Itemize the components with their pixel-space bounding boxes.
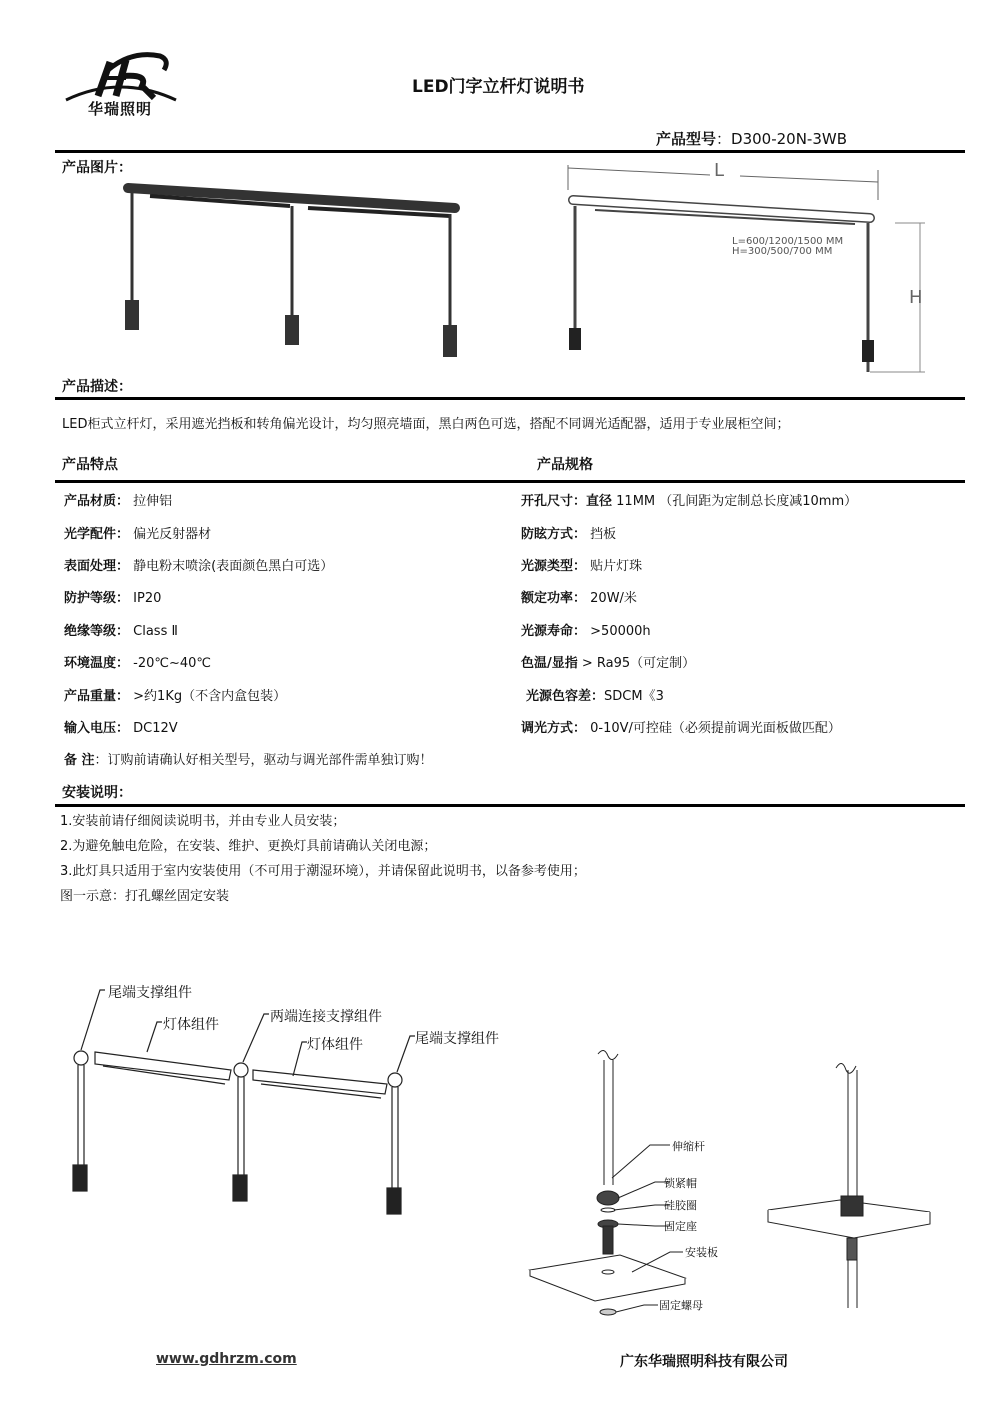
feature-item: 产品重量： >约1Kg（不含内盒包装）	[64, 689, 287, 704]
spec-item: 防眩方式： 挡板	[521, 527, 617, 542]
label-joint-support: 两端连接支撑组件	[270, 1009, 382, 1025]
model-value: D300-20N-3WB	[731, 130, 848, 148]
install-line: 2.为避免触电危险，在安装、维护、更换灯具前请确认关闭电源；	[60, 839, 437, 854]
divider	[55, 397, 965, 400]
model-label: 产品型号	[656, 130, 717, 148]
label-fixing-nut: 固定螺母	[659, 1299, 703, 1312]
divider	[55, 480, 965, 483]
divider	[55, 150, 965, 153]
section-heading-features: 产品特点	[62, 457, 118, 473]
label-lock-cap: 锁紧帽	[664, 1177, 697, 1190]
feature-item: 绝缘等级： Class Ⅱ	[64, 624, 178, 639]
feature-item: 光学配件： 偏光反射器材	[64, 527, 212, 542]
dimension-note-L: L=600/1200/1500 MM	[732, 236, 844, 247]
dimension-drawing	[565, 160, 935, 380]
feature-item: 产品材质： 拉伸铝	[64, 494, 173, 509]
website-link[interactable]: www.gdhrzm.com	[156, 1351, 297, 1367]
install-line: 1.安装前请仔细阅读说明书，并由专业人员安装；	[60, 814, 346, 829]
feature-item: 输入电压： DC12V	[64, 721, 178, 736]
section-heading-images: 产品图片：	[62, 160, 132, 176]
label-lamp-body-1: 灯体组件	[163, 1017, 219, 1033]
product-photo	[120, 180, 470, 360]
company-name: 广东华瑞照明科技有限公司	[620, 1354, 788, 1370]
section-heading-install: 安装说明：	[62, 785, 132, 801]
label-mounting-plate: 安装板	[685, 1246, 718, 1259]
dimension-H-label: H	[909, 287, 923, 308]
install-line: 3.此灯具只适用于室内安装使用（不可用于潮湿环境），并请保留此说明书，以备参考使用；	[60, 864, 586, 879]
label-telescopic-rod: 伸缩杆	[672, 1140, 705, 1153]
feature-item: 防护等级： IP20	[64, 591, 162, 606]
section-heading-description: 产品描述：	[62, 379, 132, 395]
document-title: LED门字立杆灯说明书	[412, 77, 585, 97]
feature-item: 环境温度： -20℃~40℃	[64, 656, 212, 671]
spec-item: 额定功率： 20W/米	[521, 591, 637, 606]
spec-item: 光源色容差：SDCM《3	[526, 689, 664, 704]
dimension-L-label: L	[714, 160, 725, 181]
company-logo	[62, 46, 180, 118]
mounting-exploded-diagram	[520, 1050, 940, 1320]
spec-item: 调光方式： 0-10V/可控硅（必须提前调光面板做匹配）	[521, 721, 841, 736]
feature-item: 表面处理： 静电粉末喷涂(表面颜色黑白可选）	[64, 559, 334, 574]
divider	[55, 804, 965, 807]
model-number	[656, 128, 847, 149]
dimension-note-H: H=300/500/700 MM	[732, 246, 833, 257]
label-end-support-right: 尾端支撑组件	[415, 1031, 499, 1047]
label-end-support-left: 尾端支撑组件	[108, 985, 192, 1001]
label-silicone-ring: 硅胶圈	[664, 1199, 697, 1212]
label-lamp-body-2: 灯体组件	[307, 1037, 363, 1053]
spec-item: 光源类型： 贴片灯珠	[521, 559, 643, 574]
spec-item: 开孔尺寸：直径 11MM （孔间距为定制总长度减10mm）	[521, 494, 858, 509]
install-line: 图一示意：打孔螺丝固定安装	[60, 889, 230, 904]
order-note: 备 注：订购前请确认好相关型号，驱动与调光部件需单独订购！	[64, 753, 433, 768]
section-heading-specs: 产品规格	[537, 457, 593, 473]
model-sep: ：	[716, 130, 732, 148]
logo-text: 华瑞照明	[88, 100, 153, 118]
label-fixing-seat: 固定座	[664, 1220, 697, 1233]
description-text: LED柜式立杆灯，采用遮光挡板和转角偏光设计，均匀照亮墙面，黑白两色可选，搭配不同调光适配器，适用于专业展柜空间；	[62, 417, 790, 432]
spec-item: 光源寿命： >50000h	[521, 624, 651, 639]
spec-item: 色温/显指 > Ra95（可定制）	[521, 656, 696, 671]
